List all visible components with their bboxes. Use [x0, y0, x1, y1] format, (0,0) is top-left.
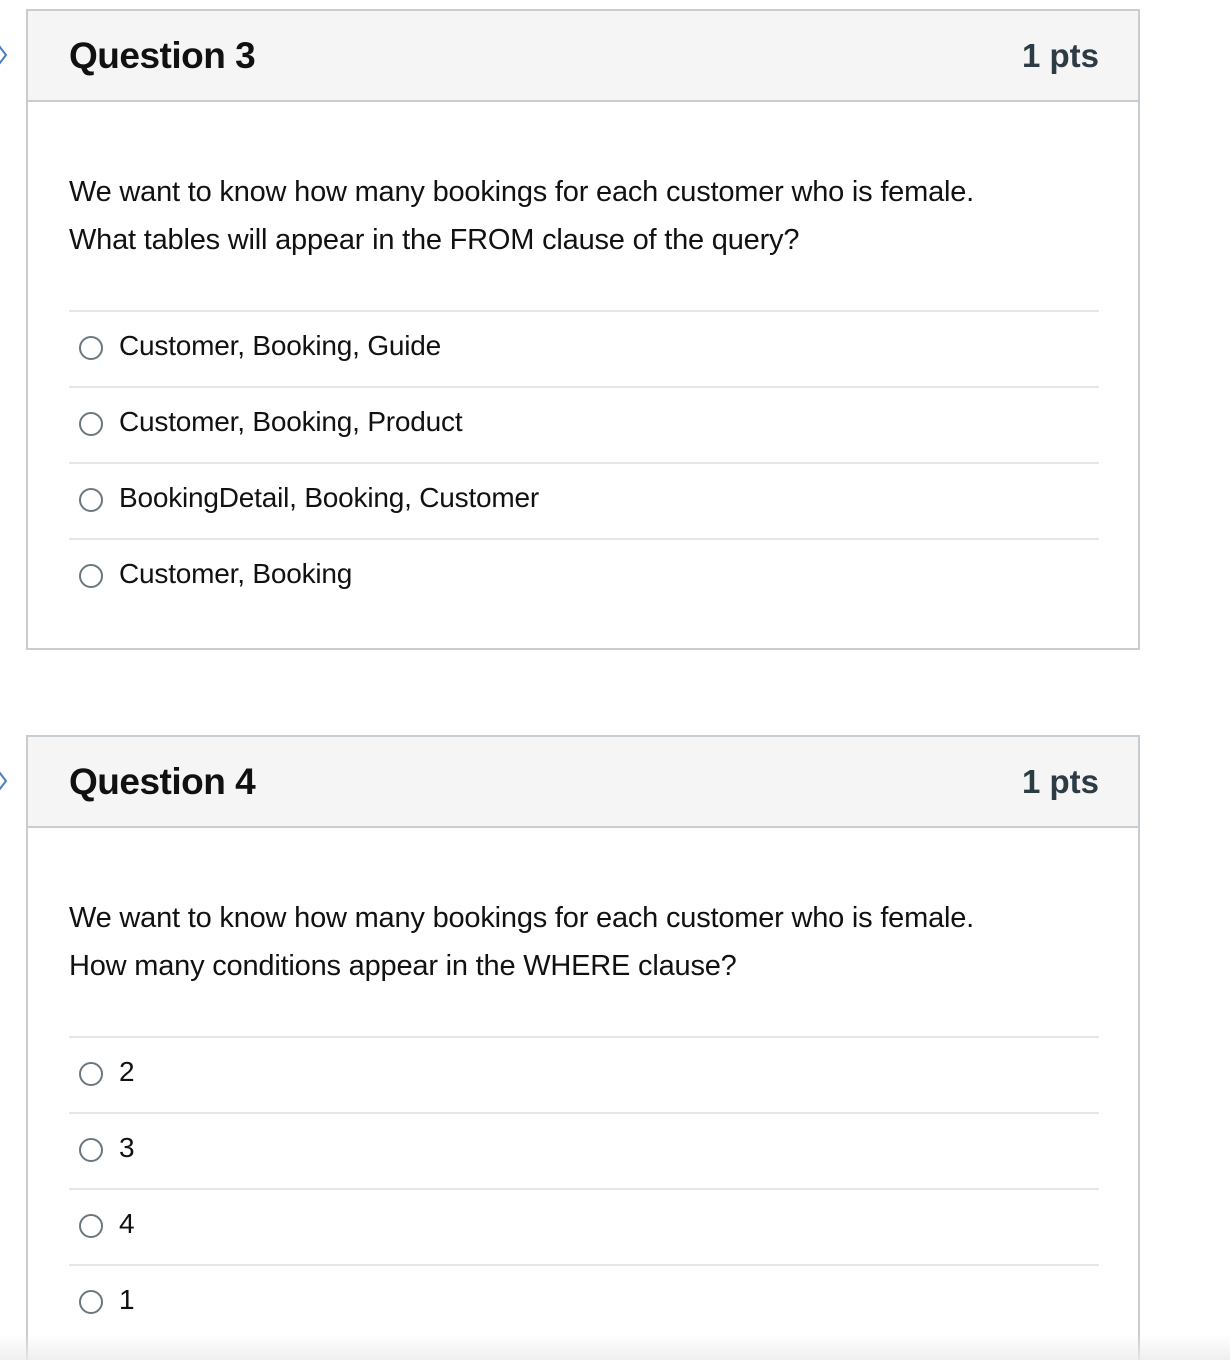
question-card-3: [26, 9, 1140, 650]
question-points: 1 pts: [1021, 37, 1099, 74]
answer-option[interactable]: [69, 312, 1099, 388]
answer-option[interactable]: [69, 1038, 1099, 1114]
answer-label[interactable]: BookingDetail, Booking, Customer: [119, 482, 540, 513]
bottom-scroll-fade: [0, 1334, 1230, 1360]
flag-chevron-icon[interactable]: [0, 766, 10, 796]
radio-unchecked-icon[interactable]: [79, 336, 103, 360]
question-points: 1 pts: [1021, 763, 1099, 800]
question-title: Question 4: [69, 761, 256, 802]
answer-option[interactable]: [69, 388, 1099, 464]
answer-option[interactable]: [69, 1190, 1099, 1266]
answer-option[interactable]: [69, 1114, 1099, 1190]
answer-option[interactable]: [69, 464, 1099, 540]
question-body: [28, 168, 1138, 614]
question-body: [28, 894, 1138, 1340]
answer-label[interactable]: 1: [119, 1284, 135, 1315]
answer-label[interactable]: 3: [119, 1132, 135, 1163]
question-title: Question 3: [69, 35, 256, 76]
answer-option[interactable]: [69, 540, 1099, 614]
answer-label[interactable]: 4: [119, 1208, 135, 1239]
question-text-line: We want to know how many bookings for each customer who is female.: [69, 902, 975, 934]
question-header: [28, 11, 1138, 102]
radio-unchecked-icon[interactable]: [79, 488, 103, 512]
question-text-line: We want to know how many bookings for each customer who is female.: [69, 176, 975, 208]
answer-label[interactable]: Customer, Booking, Guide: [119, 330, 442, 361]
answer-label[interactable]: Customer, Booking: [119, 558, 353, 589]
radio-unchecked-icon[interactable]: [79, 564, 103, 588]
question-card-4: [26, 735, 1140, 1360]
answer-label[interactable]: 2: [119, 1056, 135, 1087]
radio-unchecked-icon[interactable]: [79, 412, 103, 436]
answer-list: [69, 1036, 1099, 1340]
radio-unchecked-icon[interactable]: [79, 1214, 103, 1238]
question-text-line: What tables will appear in the FROM clause of the query?: [69, 224, 800, 256]
question-header: [28, 737, 1138, 828]
answer-list: [69, 310, 1099, 614]
question-text: [69, 894, 1099, 990]
flag-chevron-icon[interactable]: [0, 40, 10, 70]
question-text-line: How many conditions appear in the WHERE clause?: [69, 950, 737, 982]
answer-option[interactable]: [69, 1266, 1099, 1340]
radio-unchecked-icon[interactable]: [79, 1290, 103, 1314]
radio-unchecked-icon[interactable]: [79, 1138, 103, 1162]
radio-unchecked-icon[interactable]: [79, 1062, 103, 1086]
answer-label[interactable]: Customer, Booking, Product: [119, 406, 463, 437]
question-text: [69, 168, 1099, 264]
